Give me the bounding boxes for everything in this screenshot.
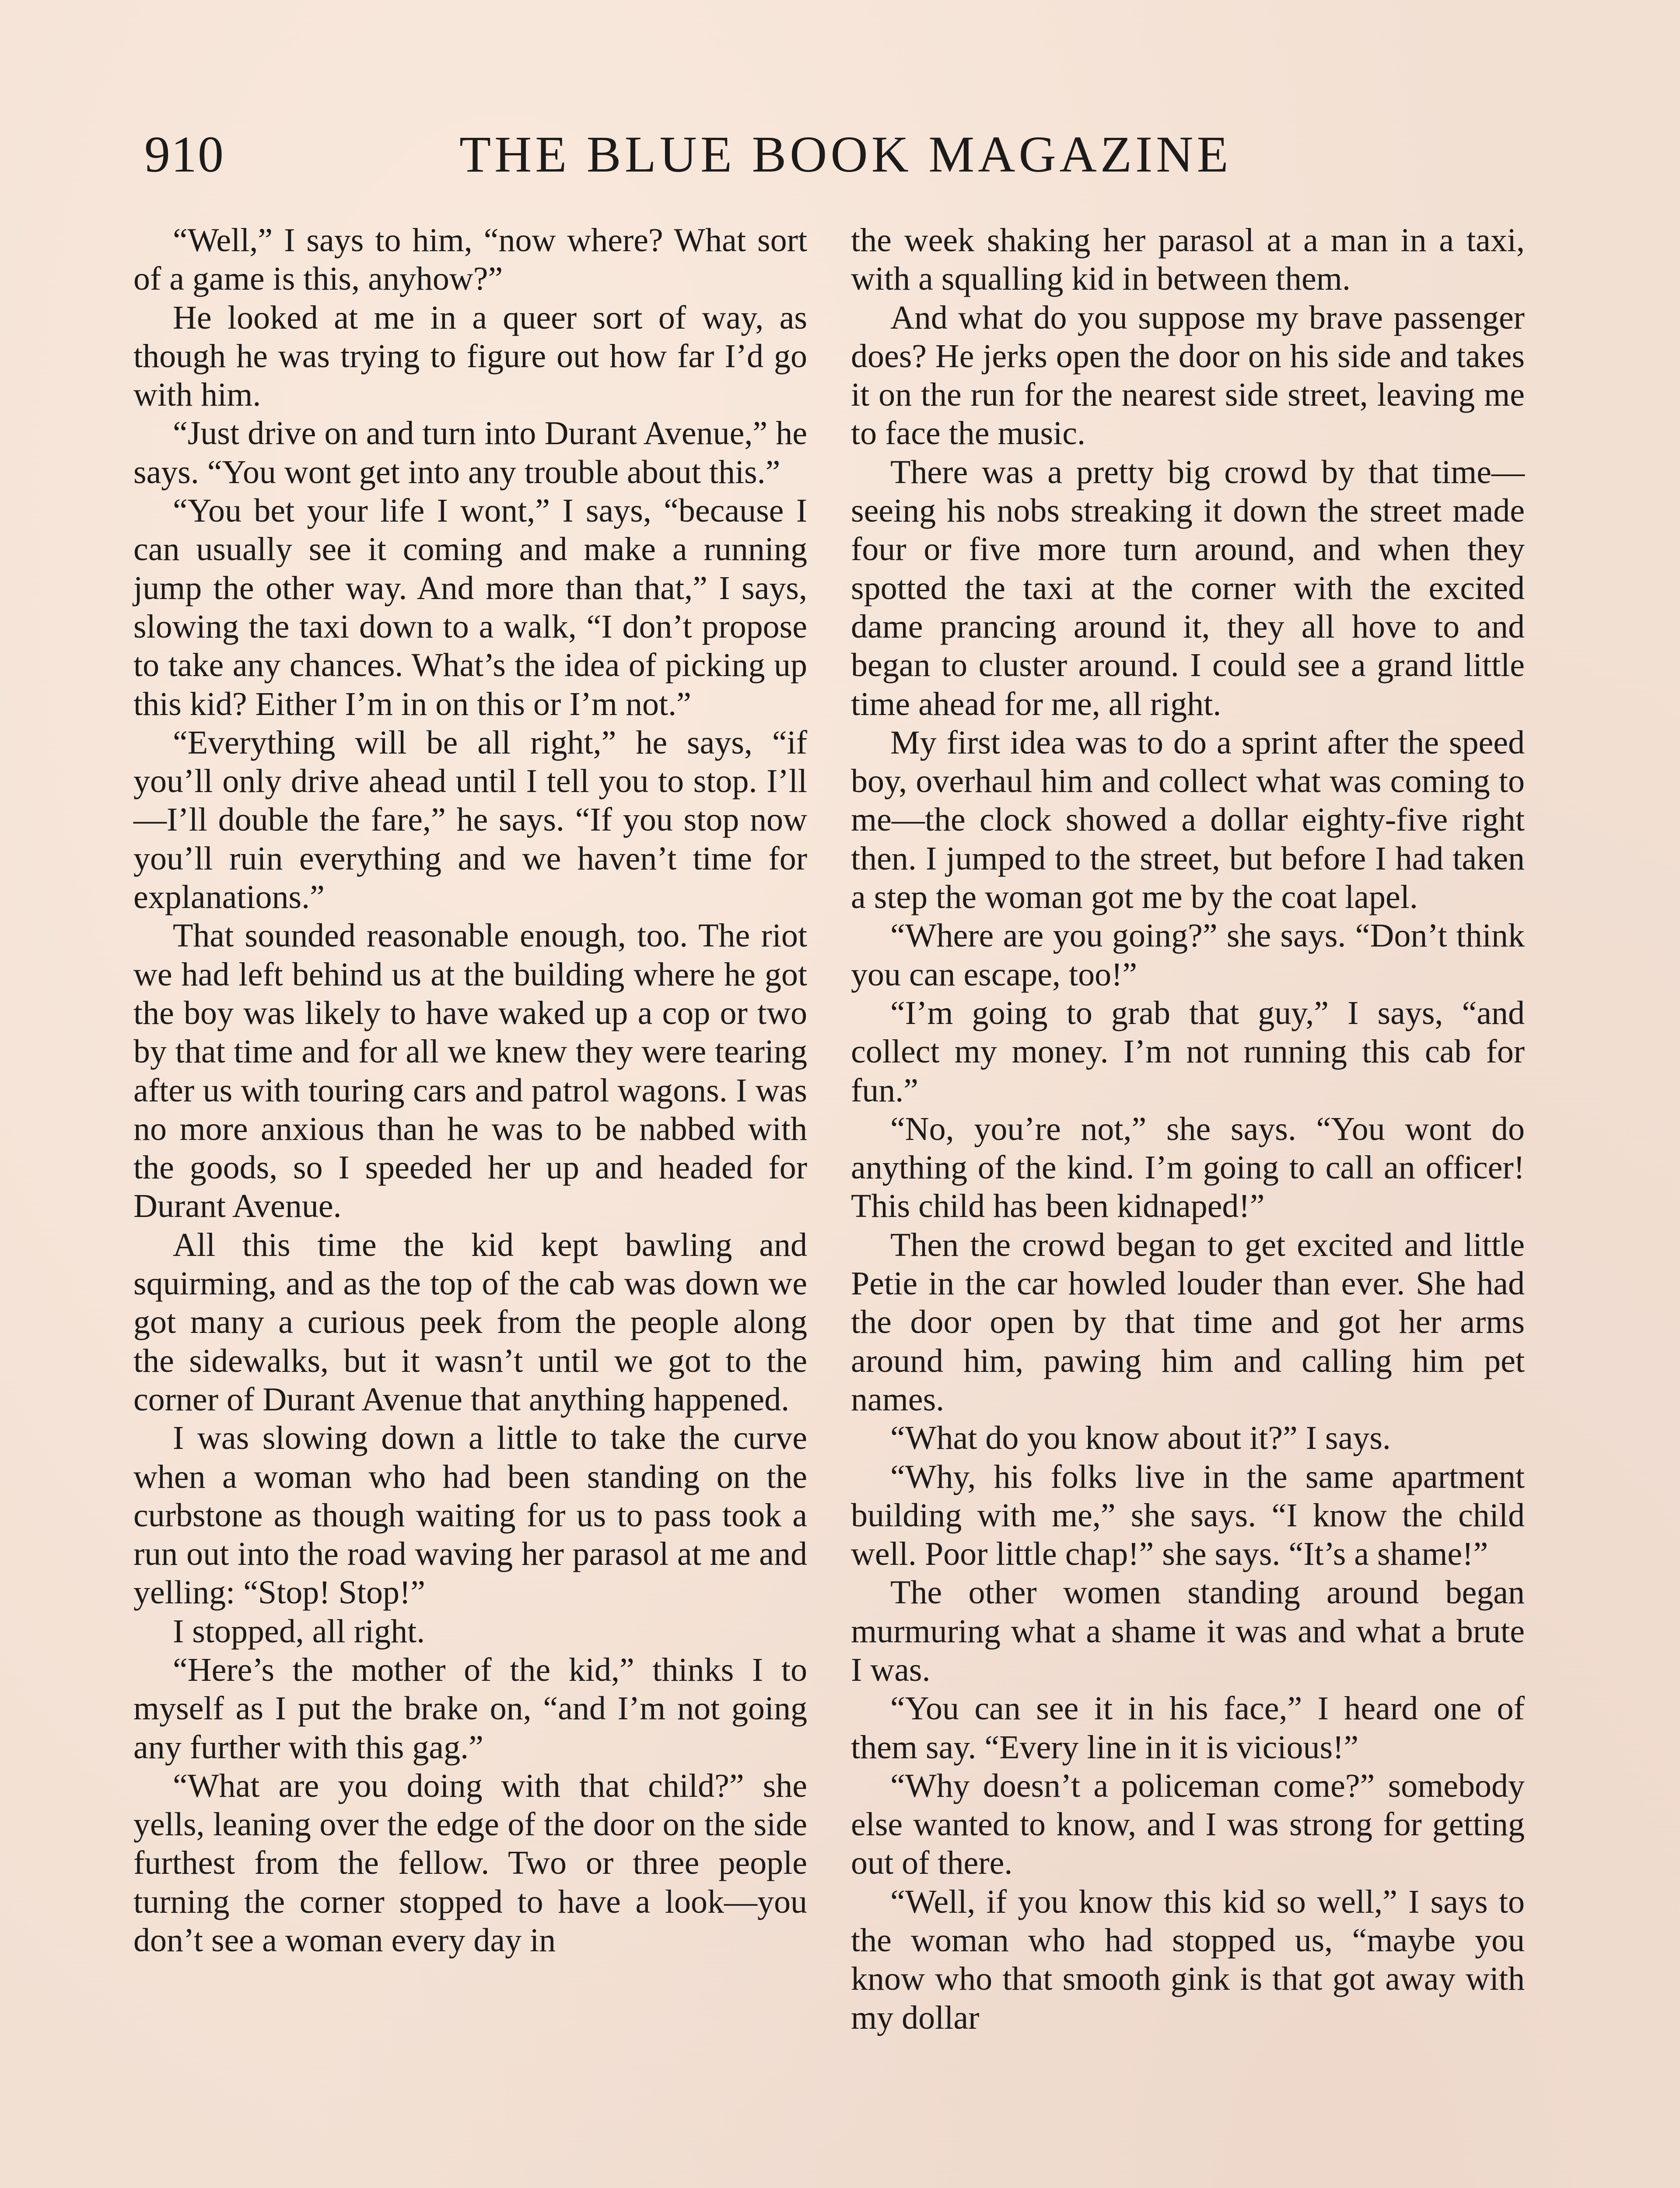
continued-paragraph: the week shaking her parasol at a man in a taxi, with a squalling kid in between them. bbox=[851, 222, 1525, 298]
paragraph: There was a pretty big crowd by that time—seeing his nobs streaking it down the street made four or five more turn around, and when they spotted the taxi at the corner with the excited dame prancing around it, they all hove to and began to cluster around. I could see a grand little time ahead for me, all right. bbox=[851, 453, 1525, 722]
paragraph: “What are you doing with that child?” she yells, leaning over the edge of the door on the side furthest from the fellow. Two or three people turning the corner stopped to have a look—you don’t see a woman every day in bbox=[133, 1767, 807, 1959]
paragraph: I was slowing down a little to take the curve when a woman who had been standing on the curbstone as though waiting for us to pass took a run out into the road waving her parasol at me and yelling: “Stop! Stop!” bbox=[133, 1420, 807, 1611]
paragraph: That sounded reasonable enough, too. The riot we had left behind us at the building where he got the boy was likely to have waked up a cop or two by that time and for all we knew they were tearing after us with touring cars and patrol wagons. I was no more anxious than he was to be nabbed with the goods, so I speeded her up and headed for Durant Avenue. bbox=[133, 917, 807, 1225]
paragraph: The other women standing around began murmuring what a shame it was and what a brute I was. bbox=[851, 1574, 1525, 1688]
paragraph: Then the crowd began to get excited and little Petie in the car howled louder than ever. She had the door open by that time and got her arms around him, pawing him and calling him pet names. bbox=[851, 1226, 1525, 1418]
paragraph: “Well,” I says to him, “now where? What sort of a game is this, anyhow?” bbox=[133, 222, 807, 298]
paragraph: “No, you’re not,” she says. “You wont do anything of the kind. I’m going to call an officer! This child has been kidnaped!” bbox=[851, 1110, 1525, 1225]
paragraph: “You bet your life I wont,” I says, “because I can usually see it coming and make a running jump the other way. And more than that,” I says, slowing the taxi down to a walk, “I don’t propose to take any chances. What’s the idea of picking up this kid? Either I’m in on this or I’m not.” bbox=[133, 492, 807, 722]
paragraph: I stopped, all right. bbox=[173, 1613, 425, 1650]
paragraph: “What do you know about it?” I says. bbox=[890, 1420, 1391, 1457]
paragraph: He looked at me in a queer sort of way, as though he was trying to figure out how far I’d go with him. bbox=[133, 299, 807, 414]
paragraph: “Everything will be all right,” he says, “if you’ll only drive ahead until I tell you to stop. I’ll—I’ll double the fare,” he says. “If you stop now you’ll ruin everything and we haven’t time for explanations.” bbox=[133, 724, 807, 916]
paragraph: “Just drive on and turn into Durant Avenue,” he says. “You wont get into any trouble about this.” bbox=[133, 415, 807, 491]
paragraph: “Where are you going?” she says. “Don’t think you can escape, too!” bbox=[851, 917, 1525, 993]
paragraph: “Well, if you know this kid so well,” I says to the woman who had stopped us, “maybe you know who that smooth gink is that got away with my dollar bbox=[851, 1883, 1525, 2036]
paragraph: “I’m going to grab that guy,” I says, “and collect my money. I’m not running this cab for fun.” bbox=[851, 994, 1525, 1109]
paragraph: “Here’s the mother of the kid,” thinks I to myself as I put the brake on, “and I’m not going any further with this gag.” bbox=[133, 1651, 807, 1766]
paragraph: And what do you suppose my brave passenger does? He jerks open the door on his side and takes it on the run for the nearest side street, leaving me to face the music. bbox=[851, 299, 1525, 452]
right-column bbox=[851, 221, 1525, 2037]
paragraph: “You can see it in his face,” I heard one of them say. “Every line in it is vicious!” bbox=[851, 1690, 1525, 1766]
page-header bbox=[144, 125, 1544, 190]
paragraph: “Why, his folks live in the same apartment building with me,” she says. “I know the child well. Poor little chap!” she says. “It’s a shame!” bbox=[851, 1458, 1525, 1573]
running-head-title: THE BLUE BOOK MAGAZINE bbox=[459, 126, 1232, 183]
paragraph: “Why doesn’t a policeman come?” somebody else wanted to know, and I was strong for getting out of there. bbox=[851, 1767, 1525, 1882]
page-number: 910 bbox=[144, 126, 224, 183]
paragraph: All this time the kid kept bawling and squirming, and as the top of the cab was down we got many a curious peek from the people along the sidewalks, but it wasn’t until we got to the corner of Durant Avenue that anything happened. bbox=[133, 1226, 807, 1418]
paragraph: My first idea was to do a sprint after the speed boy, overhaul him and collect what was coming to me—the clock showed a dollar eighty-five right then. I jumped to the street, but before I had taken a step the woman got me by the coat lapel. bbox=[851, 724, 1525, 916]
left-column bbox=[133, 221, 807, 1960]
